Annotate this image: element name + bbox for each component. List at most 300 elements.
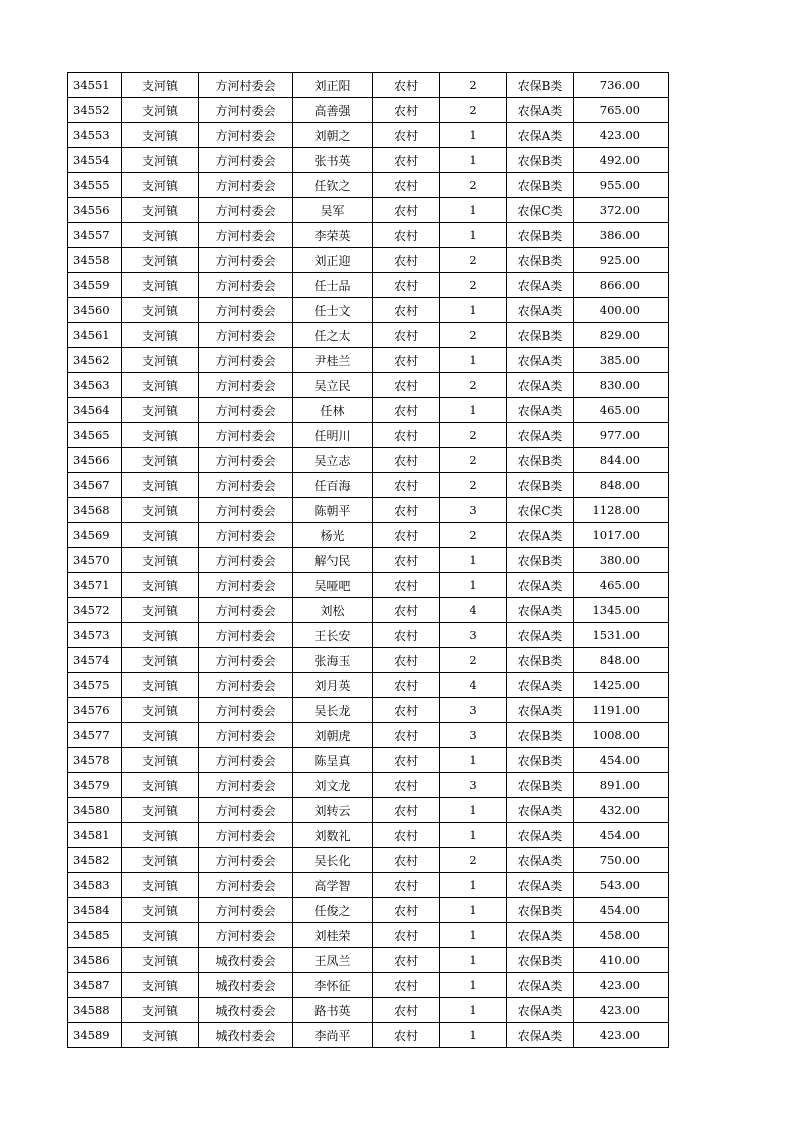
record-id-cell: 34562 <box>68 348 122 373</box>
record-id-cell: 34580 <box>68 798 122 823</box>
area-type-cell: 农村 <box>373 98 440 123</box>
area-type-cell: 农村 <box>373 873 440 898</box>
household-size-cell: 1 <box>440 998 507 1023</box>
town-cell: 支河镇 <box>122 423 199 448</box>
record-id-cell: 34586 <box>68 948 122 973</box>
town-cell: 支河镇 <box>122 273 199 298</box>
amount-cell: 423.00 <box>574 973 669 998</box>
person-name-cell: 王长安 <box>293 623 373 648</box>
town-cell: 支河镇 <box>122 998 199 1023</box>
insurance-category-cell: 农保B类 <box>507 723 574 748</box>
town-cell: 支河镇 <box>122 573 199 598</box>
insurance-category-cell: 农保C类 <box>507 198 574 223</box>
person-name-cell: 刘月英 <box>293 673 373 698</box>
insurance-category-cell: 农保A类 <box>507 423 574 448</box>
amount-cell: 844.00 <box>574 448 669 473</box>
table-row <box>68 248 669 273</box>
person-name-cell: 高善强 <box>293 98 373 123</box>
household-size-cell: 2 <box>440 448 507 473</box>
table-row <box>68 573 669 598</box>
area-type-cell: 农村 <box>373 448 440 473</box>
village-committee-cell: 方河村委会 <box>199 498 293 523</box>
area-type-cell: 农村 <box>373 923 440 948</box>
town-cell: 支河镇 <box>122 948 199 973</box>
area-type-cell: 农村 <box>373 173 440 198</box>
record-id-cell: 34565 <box>68 423 122 448</box>
village-committee-cell: 方河村委会 <box>199 398 293 423</box>
town-cell: 支河镇 <box>122 848 199 873</box>
insurance-category-cell: 农保A类 <box>507 1023 574 1048</box>
table-row <box>68 948 669 973</box>
table-row <box>68 98 669 123</box>
insurance-category-cell: 农保A类 <box>507 123 574 148</box>
person-name-cell: 李怀征 <box>293 973 373 998</box>
record-id-cell: 34584 <box>68 898 122 923</box>
amount-cell: 454.00 <box>574 748 669 773</box>
village-committee-cell: 方河村委会 <box>199 623 293 648</box>
record-id-cell: 34583 <box>68 873 122 898</box>
town-cell: 支河镇 <box>122 723 199 748</box>
record-id-cell: 34564 <box>68 398 122 423</box>
record-id-cell: 34579 <box>68 773 122 798</box>
town-cell: 支河镇 <box>122 373 199 398</box>
insurance-category-cell: 农保B类 <box>507 773 574 798</box>
person-name-cell: 王凤兰 <box>293 948 373 973</box>
table-row <box>68 448 669 473</box>
village-committee-cell: 方河村委会 <box>199 648 293 673</box>
insurance-category-cell: 农保B类 <box>507 73 574 98</box>
amount-cell: 830.00 <box>574 373 669 398</box>
household-size-cell: 4 <box>440 598 507 623</box>
person-name-cell: 任钦之 <box>293 173 373 198</box>
record-id-cell: 34588 <box>68 998 122 1023</box>
table-row <box>68 823 669 848</box>
record-id-cell: 34551 <box>68 73 122 98</box>
household-size-cell: 2 <box>440 848 507 873</box>
table-row <box>68 323 669 348</box>
person-name-cell: 吴哑吧 <box>293 573 373 598</box>
record-id-cell: 34574 <box>68 648 122 673</box>
record-id-cell: 34587 <box>68 973 122 998</box>
village-committee-cell: 方河村委会 <box>199 198 293 223</box>
person-name-cell: 李尚平 <box>293 1023 373 1048</box>
area-type-cell: 农村 <box>373 548 440 573</box>
amount-cell: 465.00 <box>574 573 669 598</box>
record-id-cell: 34560 <box>68 298 122 323</box>
table-row <box>68 648 669 673</box>
village-committee-cell: 方河村委会 <box>199 348 293 373</box>
person-name-cell: 刘松 <box>293 598 373 623</box>
record-id-cell: 34556 <box>68 198 122 223</box>
area-type-cell: 农村 <box>373 698 440 723</box>
table-row <box>68 723 669 748</box>
household-size-cell: 2 <box>440 473 507 498</box>
amount-cell: 891.00 <box>574 773 669 798</box>
person-name-cell: 张书英 <box>293 148 373 173</box>
town-cell: 支河镇 <box>122 823 199 848</box>
area-type-cell: 农村 <box>373 248 440 273</box>
table-row <box>68 173 669 198</box>
household-size-cell: 1 <box>440 798 507 823</box>
amount-cell: 380.00 <box>574 548 669 573</box>
area-type-cell: 农村 <box>373 223 440 248</box>
record-id-cell: 34555 <box>68 173 122 198</box>
village-committee-cell: 方河村委会 <box>199 373 293 398</box>
village-committee-cell: 方河村委会 <box>199 98 293 123</box>
village-committee-cell: 方河村委会 <box>199 548 293 573</box>
area-type-cell: 农村 <box>373 673 440 698</box>
amount-cell: 454.00 <box>574 898 669 923</box>
person-name-cell: 刘正迎 <box>293 248 373 273</box>
area-type-cell: 农村 <box>373 998 440 1023</box>
town-cell: 支河镇 <box>122 73 199 98</box>
household-size-cell: 1 <box>440 573 507 598</box>
household-size-cell: 2 <box>440 248 507 273</box>
record-id-cell: 34578 <box>68 748 122 773</box>
amount-cell: 1425.00 <box>574 673 669 698</box>
record-id-cell: 34553 <box>68 123 122 148</box>
household-size-cell: 2 <box>440 323 507 348</box>
amount-cell: 848.00 <box>574 473 669 498</box>
person-name-cell: 吴长龙 <box>293 698 373 723</box>
town-cell: 支河镇 <box>122 398 199 423</box>
village-committee-cell: 方河村委会 <box>199 873 293 898</box>
household-size-cell: 3 <box>440 623 507 648</box>
table-row <box>68 548 669 573</box>
area-type-cell: 农村 <box>373 73 440 98</box>
village-committee-cell: 方河村委会 <box>199 248 293 273</box>
table-row <box>68 598 669 623</box>
record-id-cell: 34573 <box>68 623 122 648</box>
town-cell: 支河镇 <box>122 973 199 998</box>
household-size-cell: 2 <box>440 523 507 548</box>
area-type-cell: 农村 <box>373 273 440 298</box>
amount-cell: 454.00 <box>574 823 669 848</box>
household-size-cell: 1 <box>440 823 507 848</box>
person-name-cell: 吴军 <box>293 198 373 223</box>
table-row <box>68 523 669 548</box>
amount-cell: 423.00 <box>574 123 669 148</box>
person-name-cell: 李荣英 <box>293 223 373 248</box>
village-committee-cell: 方河村委会 <box>199 923 293 948</box>
area-type-cell: 农村 <box>373 798 440 823</box>
town-cell: 支河镇 <box>122 1023 199 1048</box>
table-row <box>68 73 669 98</box>
insurance-category-cell: 农保A类 <box>507 848 574 873</box>
person-name-cell: 解勺民 <box>293 548 373 573</box>
insurance-category-cell: 农保A类 <box>507 623 574 648</box>
insurance-category-cell: 农保B类 <box>507 448 574 473</box>
household-size-cell: 2 <box>440 423 507 448</box>
amount-cell: 400.00 <box>574 298 669 323</box>
insurance-category-cell: 农保A类 <box>507 398 574 423</box>
amount-cell: 1128.00 <box>574 498 669 523</box>
amount-cell: 423.00 <box>574 998 669 1023</box>
town-cell: 支河镇 <box>122 623 199 648</box>
table-row <box>68 923 669 948</box>
person-name-cell: 刘转云 <box>293 798 373 823</box>
household-size-cell: 1 <box>440 348 507 373</box>
person-name-cell: 刘朝之 <box>293 123 373 148</box>
person-name-cell: 路书英 <box>293 998 373 1023</box>
village-committee-cell: 方河村委会 <box>199 673 293 698</box>
insurance-category-cell: 农保A类 <box>507 973 574 998</box>
record-id-cell: 34572 <box>68 598 122 623</box>
household-size-cell: 2 <box>440 98 507 123</box>
town-cell: 支河镇 <box>122 323 199 348</box>
table-row <box>68 498 669 523</box>
household-size-cell: 1 <box>440 548 507 573</box>
village-committee-cell: 方河村委会 <box>199 223 293 248</box>
amount-cell: 410.00 <box>574 948 669 973</box>
town-cell: 支河镇 <box>122 873 199 898</box>
person-name-cell: 吴立民 <box>293 373 373 398</box>
village-committee-cell: 方河村委会 <box>199 773 293 798</box>
insurance-category-cell: 农保A类 <box>507 523 574 548</box>
village-committee-cell: 方河村委会 <box>199 898 293 923</box>
table-row <box>68 223 669 248</box>
record-id-cell: 34576 <box>68 698 122 723</box>
insurance-category-cell: 农保B类 <box>507 223 574 248</box>
village-committee-cell: 方河村委会 <box>199 523 293 548</box>
town-cell: 支河镇 <box>122 798 199 823</box>
record-id-cell: 34557 <box>68 223 122 248</box>
person-name-cell: 刘数礼 <box>293 823 373 848</box>
table-row <box>68 198 669 223</box>
insurance-category-cell: 农保B类 <box>507 148 574 173</box>
person-name-cell: 任林 <box>293 398 373 423</box>
record-id-cell: 34589 <box>68 1023 122 1048</box>
person-name-cell: 任士品 <box>293 273 373 298</box>
insurance-category-cell: 农保A类 <box>507 298 574 323</box>
village-committee-cell: 方河村委会 <box>199 848 293 873</box>
insurance-category-cell: 农保A类 <box>507 798 574 823</box>
person-name-cell: 刘正阳 <box>293 73 373 98</box>
town-cell: 支河镇 <box>122 248 199 273</box>
insurance-category-cell: 农保B类 <box>507 898 574 923</box>
record-id-cell: 34563 <box>68 373 122 398</box>
person-name-cell: 高学智 <box>293 873 373 898</box>
record-id-cell: 34567 <box>68 473 122 498</box>
insurance-category-cell: 农保C类 <box>507 498 574 523</box>
area-type-cell: 农村 <box>373 573 440 598</box>
person-name-cell: 任士文 <box>293 298 373 323</box>
table-row <box>68 1023 669 1048</box>
insurance-category-cell: 农保A类 <box>507 348 574 373</box>
person-name-cell: 尹桂兰 <box>293 348 373 373</box>
record-id-cell: 34552 <box>68 98 122 123</box>
area-type-cell: 农村 <box>373 773 440 798</box>
person-name-cell: 吴立志 <box>293 448 373 473</box>
table-row <box>68 973 669 998</box>
amount-cell: 372.00 <box>574 198 669 223</box>
person-name-cell: 吴长化 <box>293 848 373 873</box>
table-row <box>68 673 669 698</box>
household-size-cell: 3 <box>440 498 507 523</box>
table-row <box>68 698 669 723</box>
insurance-category-cell: 农保B类 <box>507 948 574 973</box>
insurance-category-cell: 农保A类 <box>507 998 574 1023</box>
village-committee-cell: 方河村委会 <box>199 448 293 473</box>
household-size-cell: 1 <box>440 873 507 898</box>
town-cell: 支河镇 <box>122 498 199 523</box>
insurance-category-cell: 农保B类 <box>507 323 574 348</box>
village-committee-cell: 方河村委会 <box>199 298 293 323</box>
household-size-cell: 3 <box>440 723 507 748</box>
village-committee-cell: 方河村委会 <box>199 823 293 848</box>
area-type-cell: 农村 <box>373 123 440 148</box>
village-committee-cell: 城孜村委会 <box>199 1023 293 1048</box>
record-id-cell: 34568 <box>68 498 122 523</box>
town-cell: 支河镇 <box>122 598 199 623</box>
record-id-cell: 34561 <box>68 323 122 348</box>
insurance-category-cell: 农保A类 <box>507 98 574 123</box>
area-type-cell: 农村 <box>373 598 440 623</box>
household-size-cell: 2 <box>440 273 507 298</box>
record-id-cell: 34558 <box>68 248 122 273</box>
town-cell: 支河镇 <box>122 348 199 373</box>
area-type-cell: 农村 <box>373 323 440 348</box>
table-row <box>68 473 669 498</box>
amount-cell: 423.00 <box>574 1023 669 1048</box>
household-size-cell: 3 <box>440 773 507 798</box>
record-id-cell: 34570 <box>68 548 122 573</box>
household-size-cell: 1 <box>440 223 507 248</box>
table-row <box>68 898 669 923</box>
amount-cell: 1191.00 <box>574 698 669 723</box>
area-type-cell: 农村 <box>373 648 440 673</box>
household-size-cell: 1 <box>440 198 507 223</box>
village-committee-cell: 方河村委会 <box>199 423 293 448</box>
insurance-category-cell: 农保A类 <box>507 873 574 898</box>
town-cell: 支河镇 <box>122 548 199 573</box>
amount-cell: 925.00 <box>574 248 669 273</box>
household-size-cell: 3 <box>440 698 507 723</box>
record-id-cell: 34569 <box>68 523 122 548</box>
area-type-cell: 农村 <box>373 723 440 748</box>
table-row <box>68 273 669 298</box>
amount-cell: 1008.00 <box>574 723 669 748</box>
person-name-cell: 任百海 <box>293 473 373 498</box>
record-id-cell: 34566 <box>68 448 122 473</box>
amount-cell: 736.00 <box>574 73 669 98</box>
person-name-cell: 张海玉 <box>293 648 373 673</box>
table-row <box>68 623 669 648</box>
insurance-category-cell: 农保B类 <box>507 648 574 673</box>
table-row <box>68 873 669 898</box>
insurance-category-cell: 农保A类 <box>507 373 574 398</box>
area-type-cell: 农村 <box>373 473 440 498</box>
household-size-cell: 2 <box>440 173 507 198</box>
record-id-cell: 34559 <box>68 273 122 298</box>
insurance-category-cell: 农保A类 <box>507 673 574 698</box>
insurance-category-cell: 农保B类 <box>507 248 574 273</box>
area-type-cell: 农村 <box>373 823 440 848</box>
record-id-cell: 34581 <box>68 823 122 848</box>
town-cell: 支河镇 <box>122 123 199 148</box>
area-type-cell: 农村 <box>373 348 440 373</box>
village-committee-cell: 方河村委会 <box>199 148 293 173</box>
area-type-cell: 农村 <box>373 398 440 423</box>
table-row <box>68 148 669 173</box>
household-size-cell: 1 <box>440 123 507 148</box>
person-name-cell: 刘朝虎 <box>293 723 373 748</box>
amount-cell: 765.00 <box>574 98 669 123</box>
village-committee-cell: 方河村委会 <box>199 173 293 198</box>
town-cell: 支河镇 <box>122 198 199 223</box>
household-size-cell: 1 <box>440 898 507 923</box>
household-size-cell: 2 <box>440 648 507 673</box>
household-size-cell: 1 <box>440 148 507 173</box>
amount-cell: 866.00 <box>574 273 669 298</box>
village-committee-cell: 方河村委会 <box>199 73 293 98</box>
town-cell: 支河镇 <box>122 673 199 698</box>
household-size-cell: 2 <box>440 373 507 398</box>
village-committee-cell: 方河村委会 <box>199 573 293 598</box>
area-type-cell: 农村 <box>373 148 440 173</box>
household-size-cell: 1 <box>440 948 507 973</box>
record-id-cell: 34585 <box>68 923 122 948</box>
amount-cell: 386.00 <box>574 223 669 248</box>
household-size-cell: 2 <box>440 73 507 98</box>
table-row <box>68 848 669 873</box>
town-cell: 支河镇 <box>122 173 199 198</box>
household-size-cell: 1 <box>440 1023 507 1048</box>
person-name-cell: 陈呈真 <box>293 748 373 773</box>
area-type-cell: 农村 <box>373 373 440 398</box>
amount-cell: 1345.00 <box>574 598 669 623</box>
town-cell: 支河镇 <box>122 773 199 798</box>
amount-cell: 492.00 <box>574 148 669 173</box>
town-cell: 支河镇 <box>122 298 199 323</box>
person-name-cell: 任明川 <box>293 423 373 448</box>
amount-cell: 977.00 <box>574 423 669 448</box>
area-type-cell: 农村 <box>373 623 440 648</box>
area-type-cell: 农村 <box>373 423 440 448</box>
household-size-cell: 1 <box>440 398 507 423</box>
table-row <box>68 798 669 823</box>
town-cell: 支河镇 <box>122 148 199 173</box>
household-size-cell: 1 <box>440 973 507 998</box>
insurance-category-cell: 农保B类 <box>507 473 574 498</box>
insurance-category-cell: 农保A类 <box>507 698 574 723</box>
insurance-category-cell: 农保B类 <box>507 173 574 198</box>
insurance-category-cell: 农保B类 <box>507 548 574 573</box>
village-committee-cell: 方河村委会 <box>199 273 293 298</box>
town-cell: 支河镇 <box>122 223 199 248</box>
table-row <box>68 123 669 148</box>
town-cell: 支河镇 <box>122 748 199 773</box>
person-name-cell: 陈朝平 <box>293 498 373 523</box>
village-committee-cell: 方河村委会 <box>199 798 293 823</box>
village-committee-cell: 方河村委会 <box>199 473 293 498</box>
amount-cell: 543.00 <box>574 873 669 898</box>
town-cell: 支河镇 <box>122 698 199 723</box>
records-table <box>67 72 669 1048</box>
village-committee-cell: 方河村委会 <box>199 698 293 723</box>
village-committee-cell: 方河村委会 <box>199 123 293 148</box>
amount-cell: 385.00 <box>574 348 669 373</box>
table-row <box>68 748 669 773</box>
table-row <box>68 423 669 448</box>
table-row <box>68 998 669 1023</box>
town-cell: 支河镇 <box>122 448 199 473</box>
insurance-category-cell: 农保A类 <box>507 598 574 623</box>
household-size-cell: 1 <box>440 923 507 948</box>
area-type-cell: 农村 <box>373 523 440 548</box>
amount-cell: 1531.00 <box>574 623 669 648</box>
amount-cell: 750.00 <box>574 848 669 873</box>
